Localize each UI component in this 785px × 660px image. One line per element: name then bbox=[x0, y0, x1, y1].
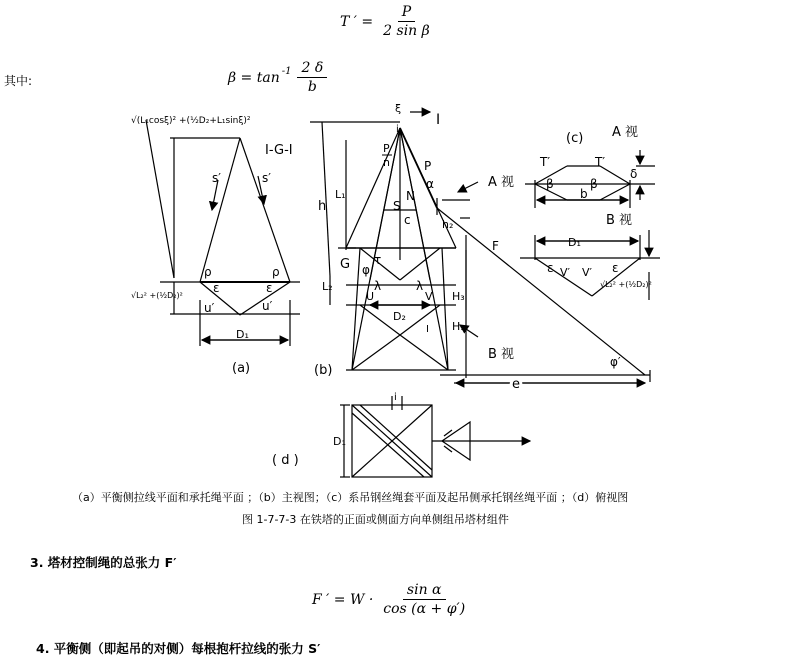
panel-a-eps-right: ε bbox=[266, 281, 273, 295]
formula-f-numerator: sin α bbox=[403, 582, 446, 600]
panel-b-f: F bbox=[492, 239, 499, 253]
figure-diagram bbox=[0, 100, 785, 485]
panel-b bbox=[310, 112, 650, 383]
panel-a-rho-right: ρ bbox=[272, 265, 280, 279]
panel-b-h3: H₃ bbox=[452, 290, 465, 303]
panel-a-eps-left: ε bbox=[213, 281, 220, 295]
panel-a-bottom-expr: √L₂² +(½D₂)² bbox=[131, 291, 183, 300]
panel-b-h1: H₁ bbox=[452, 320, 465, 333]
panel-a-u-left: u′ bbox=[204, 301, 215, 315]
panel-b-b-view: B 视 bbox=[488, 347, 515, 362]
panel-b-g: G bbox=[340, 257, 351, 272]
panel-b-n: N bbox=[406, 189, 415, 203]
panel-b-label: (b) bbox=[314, 363, 333, 378]
figure-caption-panels: （a）平衡侧拉线平面和承托绳平面 ；（b）主视图；（c）系吊钢丝绳套平面及起吊侧承托钢丝绳平面 ；（d）俯视图 bbox=[72, 491, 629, 504]
panel-c-eps-right: ε bbox=[612, 261, 619, 275]
formula-beta bbox=[228, 60, 327, 95]
panel-a-s-left: s′ bbox=[212, 171, 221, 185]
formula-beta-numerator: 2 δ bbox=[297, 60, 327, 78]
panel-b-h: h bbox=[318, 199, 327, 214]
panel-c-beta-left: β bbox=[546, 177, 554, 191]
panel-b-v: V bbox=[425, 290, 433, 303]
section-4-heading: 4. 平衡侧（即起吊的对侧）每根抱杆拉线的张力 S′ bbox=[36, 641, 321, 656]
panel-c-bottom-expr: √L₂² +(½D₂)² bbox=[600, 280, 652, 289]
panel-c-label: (c) bbox=[566, 131, 584, 146]
formula-beta-lhs: β = tan bbox=[228, 69, 280, 86]
panel-b-a-view: A 视 bbox=[488, 175, 515, 190]
panel-b-i-top: i bbox=[396, 124, 399, 135]
formula-beta-fraction bbox=[297, 60, 327, 95]
panel-c-a-view: A 视 bbox=[612, 125, 639, 140]
formula-f-denominator: cos (α + φ′) bbox=[383, 601, 466, 617]
where-label: 其中: bbox=[4, 74, 33, 88]
panel-b-tau: τ bbox=[374, 253, 382, 267]
panel-b-xi: ξ bbox=[395, 102, 402, 115]
panel-b-phi-prime: φ′ bbox=[610, 355, 621, 369]
panel-c-delta: δ bbox=[630, 167, 638, 181]
panel-a-u-right: u′ bbox=[262, 299, 273, 313]
panel-c-v-right: V′ bbox=[582, 266, 593, 279]
panel-a-top-expr: √(L₁cosξ)² +(½D₂+L₁sinξ)² bbox=[131, 116, 251, 126]
formula-t-prime bbox=[340, 4, 434, 39]
panel-d-d1: D₁ bbox=[333, 435, 346, 448]
panel-c-t-right: T′ bbox=[595, 155, 606, 169]
panel-a-leader-line bbox=[146, 120, 174, 278]
panel-d-i: i bbox=[394, 392, 397, 403]
formula-t-numerator: P bbox=[398, 4, 415, 22]
panel-c-eps-left: ε bbox=[547, 261, 554, 275]
panel-a-d1: D₁ bbox=[236, 328, 249, 341]
panel-b-lambda-right: λ bbox=[416, 279, 424, 293]
panel-b-p-num: P bbox=[383, 142, 390, 155]
panel-a-label: (a) bbox=[232, 361, 251, 376]
panel-c-b: b bbox=[580, 187, 588, 201]
panel-d-label: ( d ) bbox=[272, 453, 299, 468]
panel-b-arrow-i: I bbox=[436, 112, 441, 128]
panel-b-s: S bbox=[393, 199, 401, 213]
formula-t-fraction bbox=[379, 4, 434, 39]
panel-c-v-left: V′ bbox=[560, 266, 571, 279]
panel-d bbox=[340, 396, 530, 477]
formula-beta-denominator: b bbox=[307, 79, 317, 95]
panel-b-l2: L₂ bbox=[322, 280, 333, 293]
panel-b-p: P bbox=[424, 159, 432, 173]
panel-c-t-left: T′ bbox=[540, 155, 551, 169]
panel-c-d1: D₁ bbox=[568, 236, 581, 249]
panel-b-l1: L₁ bbox=[335, 188, 346, 201]
panel-b-u: U bbox=[366, 290, 375, 303]
formula-f-fraction bbox=[379, 582, 469, 617]
formula-f-lhs: F ′ = W · bbox=[312, 591, 374, 608]
formula-f-prime bbox=[312, 582, 469, 617]
panel-b-phi: φ bbox=[362, 263, 370, 277]
panel-b-p-den: n bbox=[383, 156, 390, 169]
figure-caption-title: 图 1-7-7-3 在铁塔的正面或侧面方向单侧组吊塔材组件 bbox=[242, 513, 509, 526]
panel-b-d2: D₂ bbox=[393, 310, 406, 323]
panel-b-alpha: α bbox=[426, 177, 434, 191]
formula-t-denominator: 2 sin β bbox=[383, 23, 430, 39]
formula-t-lhs: T ′ = bbox=[340, 13, 374, 30]
panel-b-lambda-left: λ bbox=[374, 279, 382, 293]
panel-a-title: I-G-I bbox=[265, 143, 293, 158]
panel-b-h2: h₂ bbox=[442, 218, 454, 231]
section-3-heading: 3. 塔材控制绳的总张力 F′ bbox=[30, 555, 177, 570]
panel-b-c: c bbox=[404, 213, 411, 227]
panel-a-s-right: s′ bbox=[262, 171, 271, 185]
panel-a-rho-left: ρ bbox=[204, 265, 212, 279]
panel-c-b-view: B 视 bbox=[606, 213, 633, 228]
panel-b-i-bottom: I bbox=[426, 324, 429, 335]
formula-beta-exponent: -1 bbox=[281, 66, 292, 77]
panel-c-beta-right: β bbox=[590, 177, 598, 191]
panel-b-e: e bbox=[512, 377, 520, 392]
